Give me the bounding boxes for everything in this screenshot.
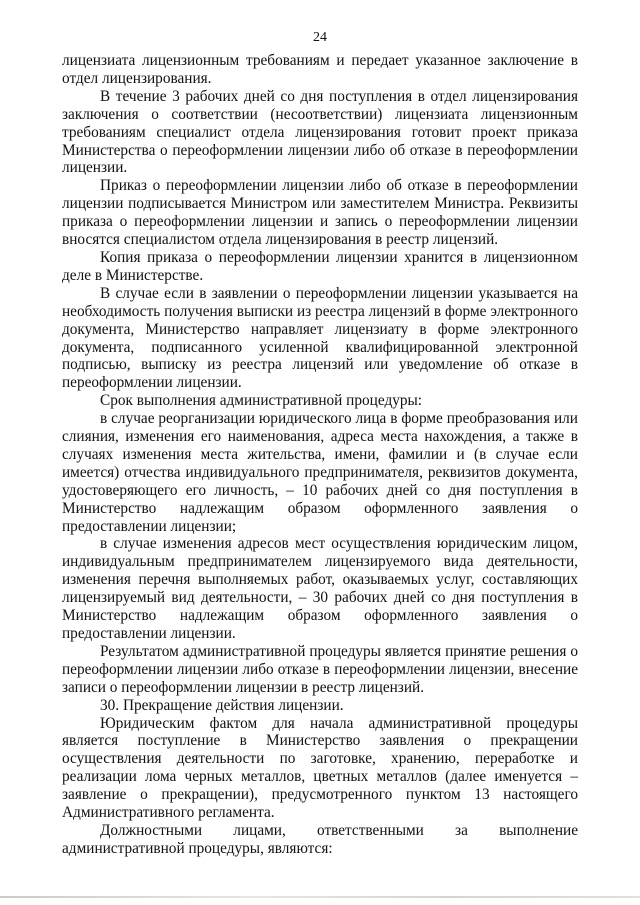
paragraph: Приказ о переоформлении лицензии либо об отказе в переоформлении лицензии подписывается Министром или заместителем Министра. Реквизиты приказа о переоформлении лицензии и запись о переоформлении лицензии вносятся специалистом отдела лицензирования в реестр лицензий. xyxy=(62,177,578,249)
paragraph: В случае если в заявлении о переоформлении лицензии указывается на необходимость получения выписки из реестра лицензий в форме электронного документа, Министерство направляет лицензиату в форме электронного документа, подписанного усиленной квалифицированной электронной подписью, выписку из реестра лицензий или уведомление об отказе в переоформлении лицензии. xyxy=(62,284,578,392)
paragraph: лицензиата лицензионным требованиям и передает указанное заключение в отдел лицензирования. xyxy=(62,52,578,87)
paragraph: Результатом административной процедуры является принятие решения о переоформлении лицензии либо отказе в переоформлении лицензии, внесение записи о переоформлении лицензии в реестр лицензий. xyxy=(62,642,578,696)
paragraph: В течение 3 рабочих дней со дня поступления в отдел лицензирования заключения о соответствии (несоответствии) лицензиата лицензионным требованиям специалист отдела лицензирования готовит проект приказа Министерства о переоформлении лицензии либо об отказе в переоформлении лицензии. xyxy=(62,87,578,177)
paragraph: Должностными лицами, ответственными за выполнение административной процедуры, являются: xyxy=(62,821,578,857)
document-body xyxy=(62,52,578,858)
scan-edge-line xyxy=(0,896,640,898)
paragraph: Юридическим фактом для начала административной процедуры является поступление в Министерство заявления о прекращении осуществления деятельности по заготовке, хранению, переработке и реализации лома черных металлов, цветных металлов (далее именуется – заявление о прекращении), предусмотренного пунктом 13 настоящего Административного регламента. xyxy=(62,714,578,822)
paragraph: Срок выполнения административной процедуры: xyxy=(100,392,423,410)
paragraph: Копия приказа о переоформлении лицензии хранится в лицензионном деле в Министерстве. xyxy=(62,248,578,284)
page-number: 24 xyxy=(313,30,327,45)
paragraph: в случае изменения адресов мест осуществления юридическим лицом, индивидуальным предпринимателем лицензируемого вида деятельности, изменения перечня выполняемых работ, оказываемых услуг, составляющих лицензируемый вид деятельности, – 30 рабочих дней со дня поступления в Министерство надлежащим образом оформленного заявления о предоставлении лицензии. xyxy=(62,535,578,642)
paragraph: в случае реорганизации юридического лица в форме преобразования или слияния, изменения его наименования, адреса места нахождения, а также в случаях изменения места жительства, имени, фамилии и (в случае если имеется) отчества индивидуального предпринимателя, реквизитов документа, удостоверяющего его личность, – 10 рабочих дней со дня поступления в Министерство надлежащим образом оформленного заявления о предоставлении лицензии; xyxy=(62,410,578,535)
section-heading: 30. Прекращение действия лицензии. xyxy=(100,696,344,714)
